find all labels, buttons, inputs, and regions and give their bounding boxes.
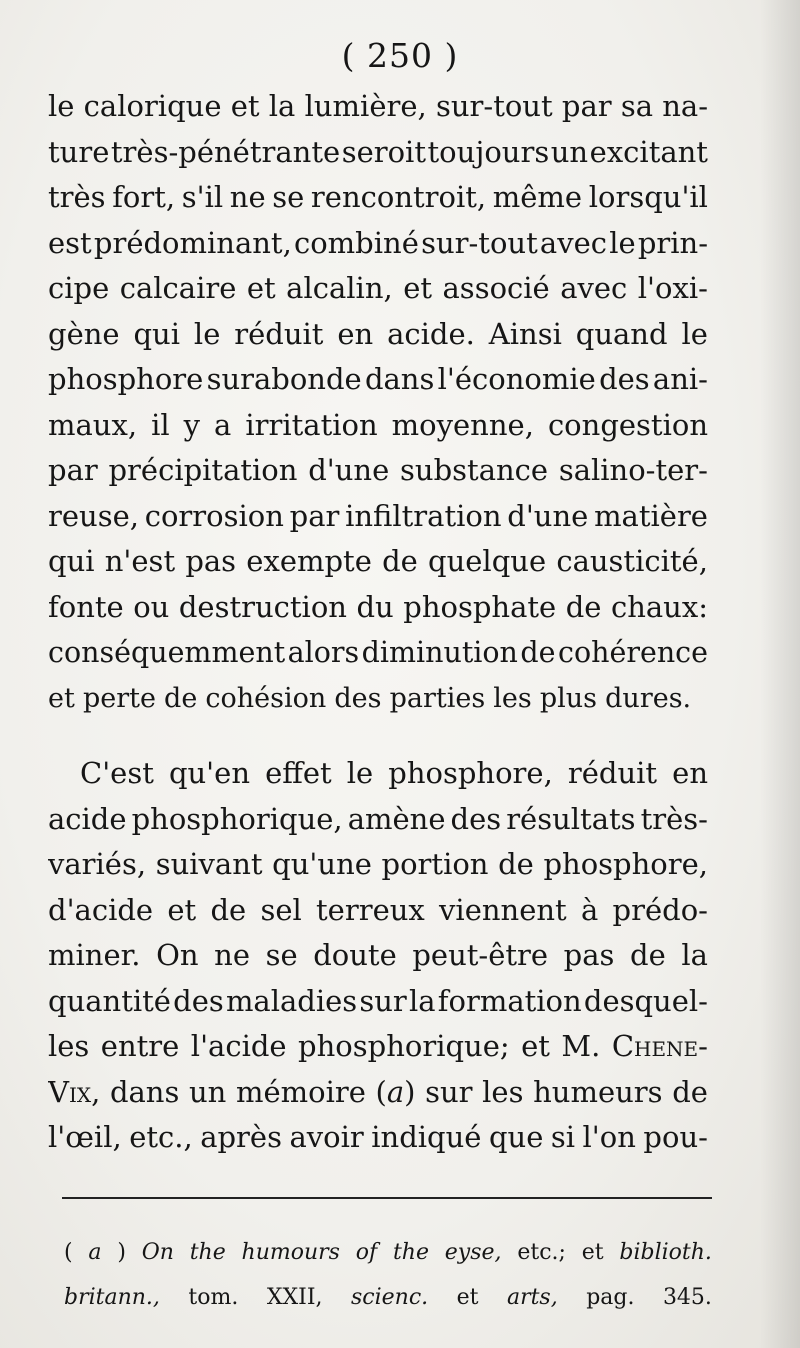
body-text	[48, 84, 708, 1161]
footnotes	[64, 1230, 712, 1320]
text-line: est prédominant, combiné sur-tout avec le prin-	[48, 225, 708, 260]
text-line: C'est qu'en effet le phosphore, réduit en	[80, 756, 708, 790]
footnote-rule	[62, 1197, 712, 1199]
paragraph-gap	[48, 721, 708, 751]
text-line: maux, il y a irritation moyenne, congestion	[48, 407, 708, 442]
text-line: gène qui le réduit en acide. Ainsi quand le	[48, 316, 708, 351]
text-line: cipe calcaire et alcalin, et associé avec l'oxi-	[48, 271, 708, 305]
text-line: phosphore surabonde dans l'économie des ani-	[48, 362, 708, 396]
text-line: ture très-pénétrante seroit toujours un excitant	[48, 134, 708, 169]
text-line: très fort, s'il ne se rencontroit, même lorsqu'il	[48, 180, 708, 214]
text-line: qui n'est pas exempte de quelque causticité,	[48, 544, 708, 578]
paragraph-2	[48, 751, 708, 1161]
text-line: l'œil, etc., après avoir indiqué que si l'on pou-	[48, 1120, 708, 1154]
text-line: acide phosphorique, amène des résultats très-	[48, 801, 708, 836]
page-number: ( 250 )	[341, 36, 459, 75]
text-line: le calorique et la lumière, sur-tout par sa na-	[48, 89, 708, 123]
text-line: par précipitation d'une substance salino-ter-	[48, 453, 708, 487]
text-line: les entre l'acide phosphorique; et M. Chene-	[48, 1029, 708, 1063]
text-line: Vix, dans un mémoire (a) sur les humeurs de	[48, 1074, 708, 1109]
text-line: reuse, corrosion par infiltration d'une matière	[48, 498, 708, 533]
footnote-line: britann., tom. XXII, scienc. et arts, pag. 345.	[64, 1285, 712, 1310]
footnote-line: ( a ) On the humours of the eyse, etc.; et biblioth.	[64, 1240, 712, 1265]
text-line: quantité des maladies sur la formation desquel-	[48, 983, 708, 1018]
text-line: conséquemment alors diminution de cohérence	[48, 636, 708, 669]
page-edge-shadow	[760, 0, 800, 1348]
text-line: fonte ou destruction du phosphate de chaux:	[48, 589, 708, 624]
text-line: et perte de cohésion des parties les plus dures.	[48, 682, 692, 714]
text-line: variés, suivant qu'une portion de phosphore,	[48, 847, 708, 881]
paragraph-1	[48, 84, 708, 721]
text-line: miner. On ne se doute peut-être pas de la	[48, 938, 708, 972]
text-line: d'acide et de sel terreux viennent à prédo-	[48, 892, 708, 927]
